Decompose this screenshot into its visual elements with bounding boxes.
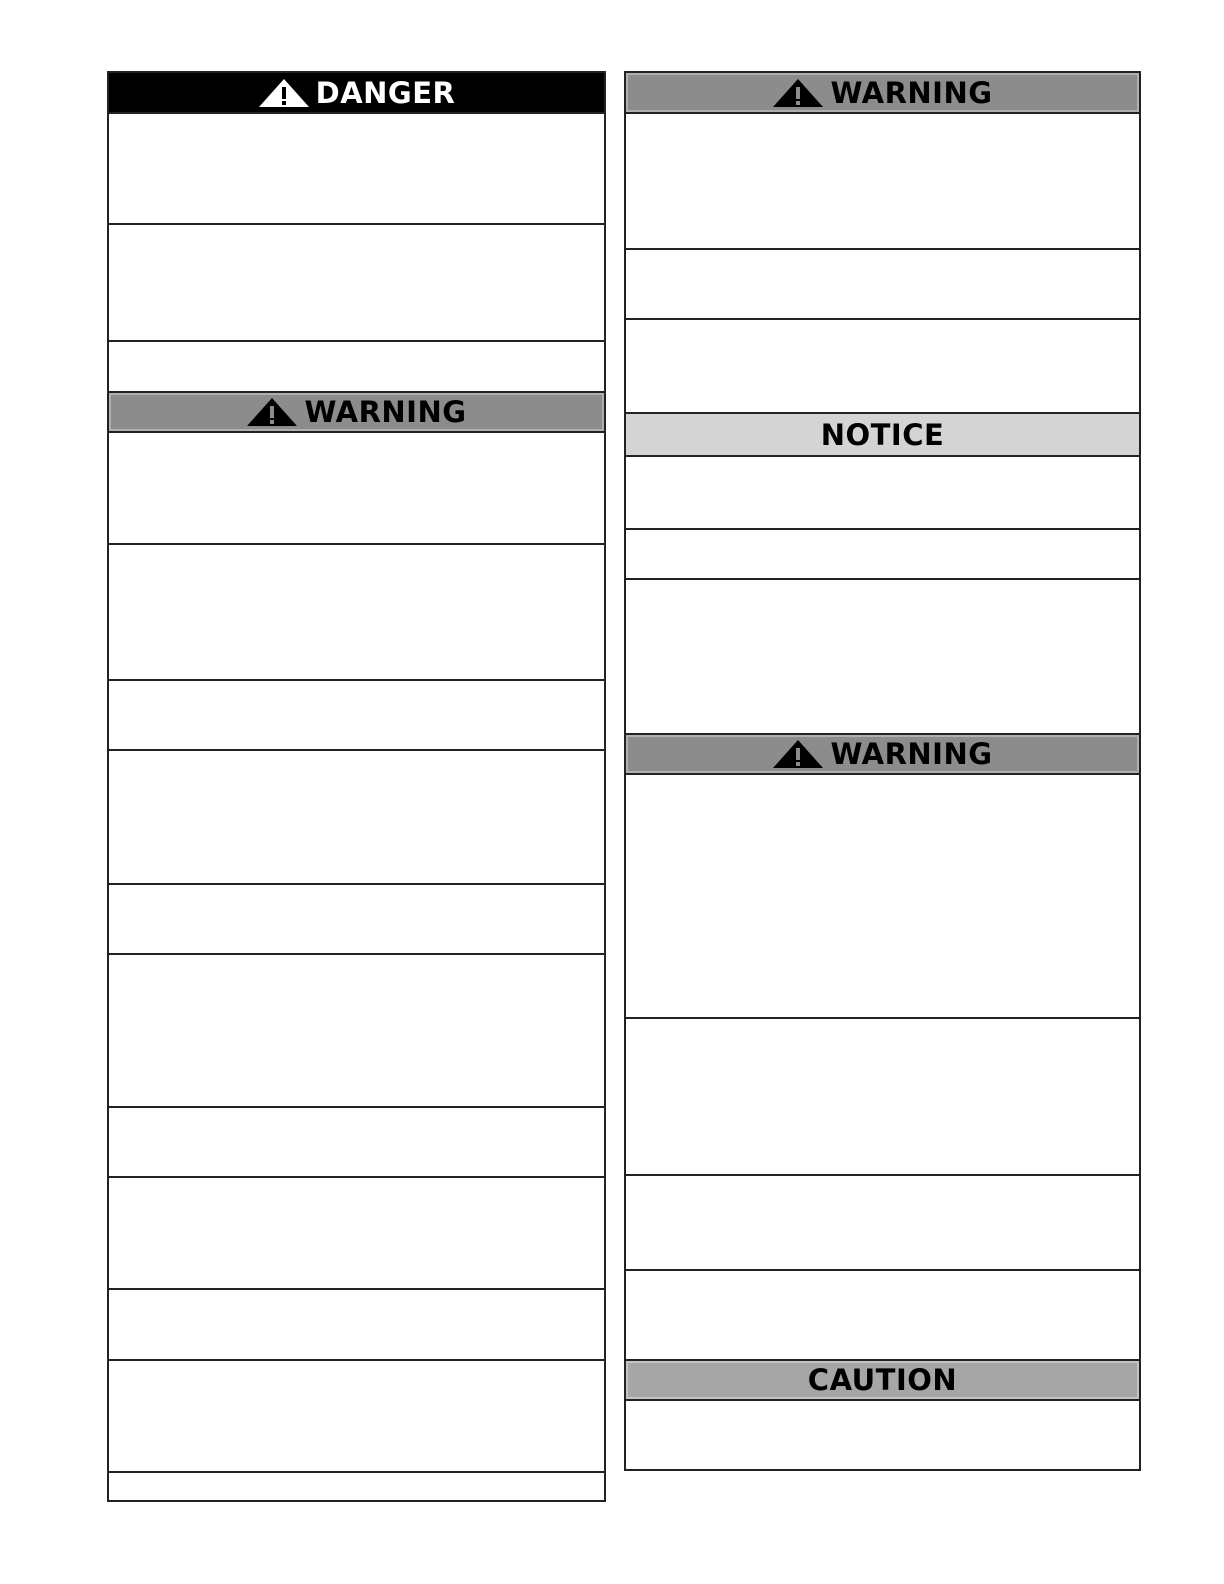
section-divider (626, 1174, 1139, 1176)
section-divider (109, 679, 604, 681)
section-divider (626, 1017, 1139, 1019)
section-divider (626, 528, 1139, 530)
warning-triangle-icon (246, 397, 298, 427)
section-divider (626, 578, 1139, 580)
section-divider (626, 318, 1139, 320)
left-safety-column (107, 71, 606, 1502)
warning-header (626, 73, 1139, 114)
warning-triangle-icon (258, 78, 310, 108)
warning-triangle-icon (772, 739, 824, 769)
notice-label: NOTICE (820, 417, 945, 452)
caution-label: CAUTION (807, 1363, 958, 1397)
notice-header (626, 412, 1139, 457)
danger-label: DANGER (315, 75, 456, 110)
warning-label: WARNING (830, 737, 993, 771)
section-divider (109, 1106, 604, 1108)
section-divider (109, 1359, 604, 1361)
warning-header (626, 733, 1139, 775)
section-divider (109, 883, 604, 885)
section-divider (109, 340, 604, 342)
caution-header (626, 1359, 1139, 1401)
danger-header (109, 73, 604, 114)
section-divider (109, 223, 604, 225)
right-safety-column (624, 71, 1141, 1471)
warning-label: WARNING (830, 75, 993, 110)
section-divider (109, 1288, 604, 1290)
section-divider (109, 1471, 604, 1473)
section-divider (626, 1269, 1139, 1271)
warning-header (109, 391, 604, 433)
section-divider (109, 1176, 604, 1178)
warning-label: WARNING (304, 395, 467, 429)
warning-triangle-icon (772, 78, 824, 108)
section-divider (109, 953, 604, 955)
section-divider (626, 248, 1139, 250)
section-divider (109, 749, 604, 751)
section-divider (109, 543, 604, 545)
